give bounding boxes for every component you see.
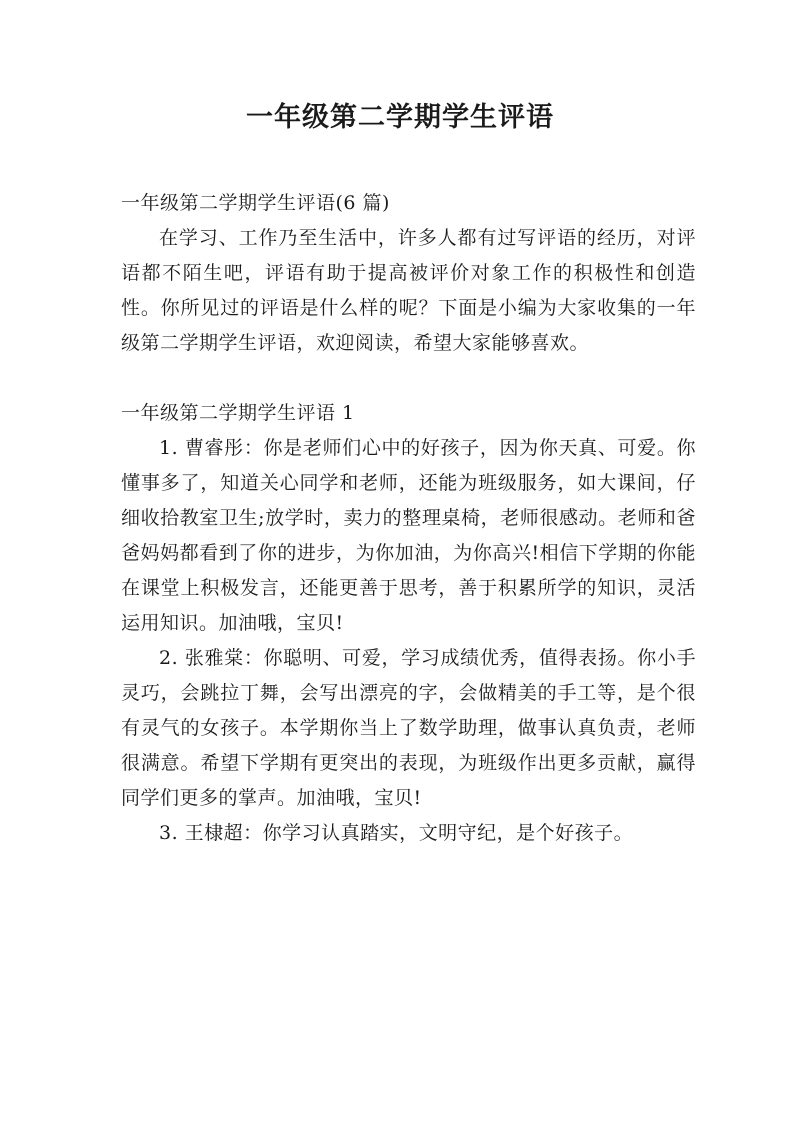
intro-paragraph: 在学习、工作乃至生活中，许多人都有过写评语的经历，对评语都不陌生吧，评语有助于提高被评价对象工作的积极性和创造性。你所见过的评语是什么样的呢？下面是小编为大家收集的一年级第二学期学生评语，欢迎阅读，希望大家能够喜欢。: [121, 227, 696, 354]
comment-entry-2: 2. 张雅棠：你聪明、可爱，学习成绩优秀，值得表扬。你小手灵巧，会跳拉丁舞，会写出漂亮的字，会做精美的手工等，是个很有灵气的女孩子。本学期你当上了数学助理，做事认真负责，老师很满意。希望下学期有更突出的表现，为班级作出更多贡献，赢得同学们更多的掌声。加油哦，宝贝!: [121, 647, 696, 809]
document-title: 一年级第二学期学生评语: [246, 102, 554, 133]
document-subtitle: 一年级第二学期学生评语(6 篇): [121, 192, 390, 214]
comment-entry-1: 1. 曹睿彤：你是老师们心中的好孩子，因为你天真、可爱。你懂事多了，知道关心同学和老师，还能为班级服务，如大课间，仔细收拾教室卫生;放学时，卖力的整理桌椅，老师很感动。老师和爸爸妈妈都看到了你的进步，为你加油，为你高兴!相信下学期的你能在课堂上积极发言，还能更善于思考，善于积累所学的知识，灵活运用知识。加油哦，宝贝!: [121, 437, 696, 634]
comment-entry-3: 3. 王棣超：你学习认真踏实，文明守纪，是个好孩子。: [159, 822, 634, 844]
section-heading: 一年级第二学期学生评语 1: [121, 402, 355, 424]
document-body: [121, 186, 696, 851]
